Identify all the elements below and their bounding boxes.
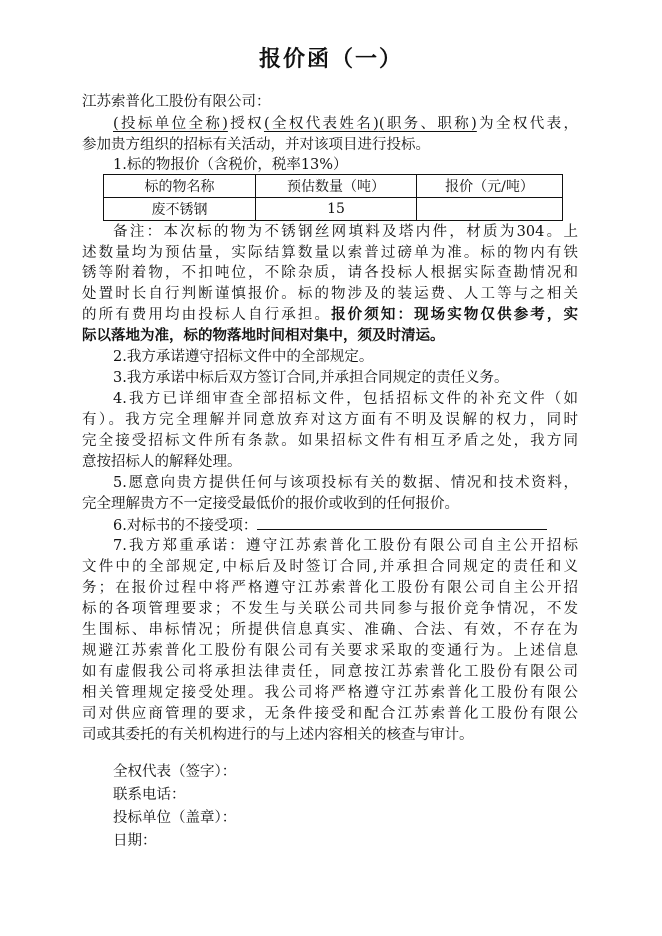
note-line: 备注：本次标的物为不锈钢丝网填料及塔内件，材质为304。上 [113, 224, 578, 240]
addressee: 江苏索普化工股份有限公司： [82, 94, 271, 110]
item-7-line: 如有虚假我公司将承担法律责任，同意按江苏索普化工股份有限公司 [82, 664, 578, 680]
auth-text: 授权 [227, 116, 264, 132]
note-bold-text: 际以落地为准，标的物落地时间相对集中，须及时清运。 [82, 327, 445, 344]
item-7-line: 7.我方郑重承诺：遵守江苏索普化工股份有限公司自主公开招标 [113, 538, 578, 554]
item-5-line: 完全理解贵方不一定接受最低价的报价或收到的任何报价。 [82, 496, 459, 512]
auth-text-2: 为全权代表， [476, 116, 578, 132]
table-header-row [104, 175, 563, 198]
item-7-line: 相关管理规定接受处理。我公司将严格遵守江苏索普化工股份有限公 [82, 685, 578, 701]
rep-name-blank: (全权代表姓名) [263, 116, 379, 132]
item-7-line: 文件中的全部规定,中标后及时签订合同,并承担合同规定的责任和义 [82, 559, 578, 575]
header-cell: 预估数量（吨） [256, 175, 417, 198]
item-5-line: 5.愿意向贵方提供任何与该项投标有关的数据、情况和技术资料， [113, 475, 578, 491]
note-bold-text: 报价须知：现场实物仅供参考，实 [331, 306, 579, 323]
table-cell: 废不锈钢 [104, 198, 256, 221]
bidder-name-blank: (投标单位全称) [113, 116, 228, 132]
price-table [103, 174, 563, 221]
signature-rep: 全权代表（签字）： [113, 764, 237, 780]
signature-unit: 投标单位（盖章）： [113, 810, 237, 826]
item-4-line: 意按招标人的解释处理。 [82, 454, 242, 470]
authorization-line [113, 114, 578, 134]
item-7-line: 司对供应商管理的要求，无条件接受和配合江苏索普化工股份有限公 [82, 706, 578, 722]
item-6-label: 6.对标书的不接受项： [113, 518, 258, 534]
item-7-line: 规避江苏索普化工股份有限公司有关要求采取的变通行为。上述信息 [82, 643, 578, 659]
price-cell[interactable] [417, 198, 563, 221]
item-4-line: 完全接受招标文件所有条款。如果招标文件有相互矛盾之处，我方同 [82, 433, 578, 449]
note-bold-line [82, 326, 578, 346]
item-6 [113, 515, 578, 536]
item-7-line: 标的各项管理要求；不发生与关联公司共同参与报价竞争情况，不发 [82, 601, 578, 617]
item-4-line: 4.我方已详细审查全部招标文件，包括招标文件的补充文件（如 [113, 391, 578, 407]
item-7-line: 司或其委托的有关机构进行的与上述内容相关的核查与审计。 [82, 727, 474, 743]
item-2: 2.我方承诺遵守招标文件中的全部规定。 [113, 349, 374, 365]
signature-phone: 联系电话： [113, 787, 186, 803]
signature-date: 日期： [113, 833, 157, 849]
note-line [82, 305, 578, 325]
position-blank: (职务、职称) [378, 116, 477, 132]
note-line: 述数量均为预估量，实际结算数量以索普过磅单为准。标的物内有铁 [82, 245, 578, 261]
item-3: 3.我方承诺中标后双方签订合同,并承担合同规定的责任义务。 [113, 370, 509, 386]
item-7-line: 务；在报价过程中将严格遵守江苏索普化工股份有限公司自主公开招 [82, 580, 578, 596]
item-1: 1.标的物报价（含税价，税率13%） [113, 157, 348, 173]
note-line: 锈等附着物，不扣吨位，不除杂质，请各投标人根据实际查勘情况和 [82, 265, 578, 281]
table-cell: 15 [256, 198, 417, 221]
not-accepted-blank[interactable] [257, 515, 547, 530]
authorization-line-2: 参加贵方组织的招标有关活动，并对该项目进行投标。 [82, 137, 430, 153]
note-line: 处置时长自行判断谨慎报价。标的物涉及的装运费、人工等与之相关 [82, 286, 578, 302]
item-4-line: 有）。我方完全理解并同意放弃对这方面有不明及误解的权力，同时 [82, 412, 578, 428]
item-7-line: 生围标、串标情况；所提供信息真实、准确、合法、有效，不存在为 [82, 622, 578, 638]
note-text: 的所有费用均由投标人自行承担。 [82, 307, 332, 323]
page-title: 报价函（一） [258, 47, 403, 72]
header-cell: 报价（元/吨） [417, 175, 563, 198]
table-row [104, 198, 563, 221]
header-cell: 标的物名称 [104, 175, 256, 198]
